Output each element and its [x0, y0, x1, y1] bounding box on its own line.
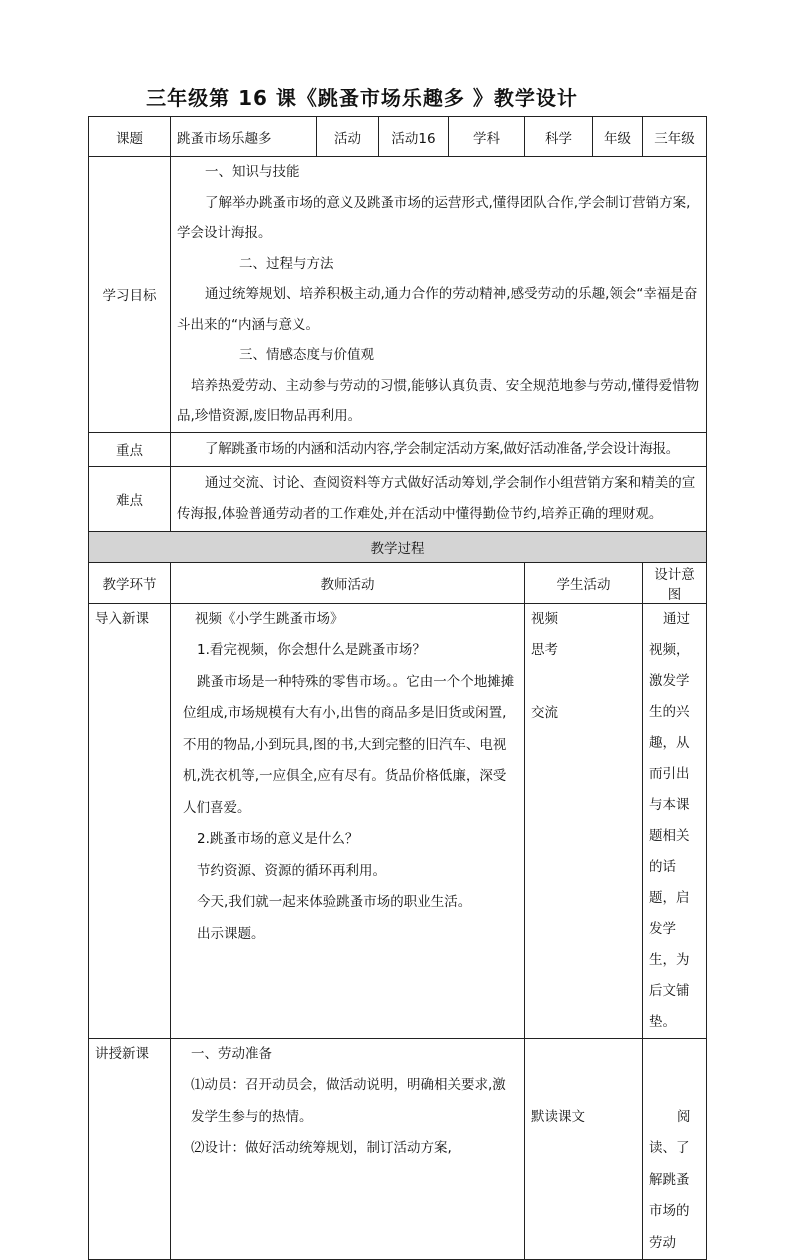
objectives-content: [171, 157, 707, 433]
column-student: 学生活动: [525, 562, 643, 603]
key-points-content: [171, 432, 707, 466]
objective-heading-2: 二、过程与方法: [239, 255, 334, 272]
lecture-intent: [643, 1038, 707, 1260]
lecture-intent-text: 阅读、了解跳蚤市场的劳动: [649, 1108, 691, 1251]
difficulties-text: 通过交流、讨论、查阅资料等方式做好活动筹划,学会制作小组营销方案和精美的宣传海报,体验普通劳动者的工作难处,并在活动中懂得勤俭节约,培养正确的理财观。: [177, 475, 696, 522]
intro-intent: [643, 603, 707, 1038]
process-columns-row: [89, 562, 707, 603]
activity-label: 活动: [317, 117, 379, 157]
objectives-label: 学习目标: [89, 157, 171, 433]
lecture-student-text: 默读课文: [531, 1108, 585, 1125]
lecture-teacher-line: 一、劳动准备: [191, 1045, 272, 1062]
intro-teacher-line: 出示课题。: [197, 925, 265, 942]
objective-text-1: 了解举办跳蚤市场的意义及跳蚤市场的运营形式,懂得团队合作,学会制订营销方案,学会设计海报。: [177, 194, 691, 241]
intro-student-item: 视频: [531, 610, 558, 627]
grade-value: 三年级: [643, 117, 707, 157]
difficulties-content: [171, 466, 707, 531]
difficulties-label: 难点: [89, 466, 171, 531]
column-stage: 教学环节: [89, 562, 171, 603]
header-row: [89, 117, 707, 157]
intro-teacher-line: 2.跳蚤市场的意义是什么？: [197, 831, 359, 847]
objective-text-2: 通过统筹规划、培养积极主动,通力合作的劳动精神,感受劳动的乐趣,领会“幸福是奋斗出来的“内涵与意义。: [177, 286, 698, 333]
subject-value: 科学: [525, 117, 593, 157]
document-title: 三年级第 16 课《跳蚤市场乐趣多 》教学设计: [146, 86, 578, 110]
lecture-teacher-line: ⑴动员：召开动员会，做活动说明，明确相关要求,激发学生参与的热情。: [191, 1077, 506, 1125]
intro-row: [89, 603, 707, 1038]
lesson-plan-table: [88, 116, 707, 1260]
lecture-stage: 讲授新课: [89, 1038, 171, 1260]
intro-teacher-line: 节约资源、资源的循环再利用。: [197, 862, 386, 879]
intro-intent-text: 通过视频，激发学生的兴趣，从而引出与本课题相关的话题，启发学生，为后文铺垫。: [649, 610, 690, 1030]
intro-student-item: 交流: [531, 705, 558, 721]
topic-value: 跳蚤市场乐趣多: [171, 117, 317, 157]
column-teacher: 教师活动: [171, 562, 525, 603]
key-points-label: 重点: [89, 432, 171, 466]
objective-heading-1: 一、知识与技能: [205, 164, 300, 180]
grade-label: 年级: [593, 117, 643, 157]
intro-teacher: [171, 603, 525, 1038]
lecture-row: [89, 1038, 707, 1260]
key-points-text: 了解跳蚤市场的内涵和活动内容,学会制定活动方案,做好活动准备,学会设计海报。: [205, 440, 679, 457]
process-heading-row: [89, 531, 707, 562]
objective-heading-3: 三、情感态度与价值观: [239, 347, 374, 363]
intro-teacher-line: 视频《小学生跳蚤市场》: [195, 610, 344, 627]
column-intent: 设计意图: [643, 562, 707, 603]
difficulties-row: [89, 466, 707, 531]
lecture-teacher: [171, 1038, 525, 1260]
subject-label: 学科: [449, 117, 525, 157]
intro-student: [525, 603, 643, 1038]
intro-teacher-line: 跳蚤市场是一种特殊的零售市场。。它由一个个地摊摊位组成,市场规模有大有小,出售的商品多是旧货或闲置,不用的物品,小到玩具,图的书,大到完整的旧汽车、电视机,洗衣机等,一应俱全,应有尽有。货品价格低廉，深受人们喜爱。: [183, 673, 515, 816]
objectives-row: [89, 157, 707, 433]
intro-stage: 导入新课: [89, 603, 171, 1038]
topic-label: 课题: [89, 117, 171, 157]
objective-text-3: 培养热爱劳动、主动参与劳动的习惯,能够认真负责、安全规范地参与劳动,懂得爱惜物品,珍惜资源,废旧物品再利用。: [177, 377, 700, 424]
intro-student-item: 思考: [531, 642, 558, 658]
lecture-teacher-line: ⑵设计：做好活动统筹规划，制订活动方案,: [191, 1140, 452, 1156]
process-heading: 教学过程: [89, 531, 707, 562]
lecture-student: [525, 1038, 643, 1260]
activity-value: 活动16: [379, 117, 449, 157]
intro-teacher-line: 1.看完视频，你会想什么是跳蚤市场？: [197, 642, 426, 658]
key-points-row: [89, 432, 707, 466]
intro-teacher-line: 今天,我们就一起来体验跳蚤市场的职业生活。: [197, 894, 472, 910]
